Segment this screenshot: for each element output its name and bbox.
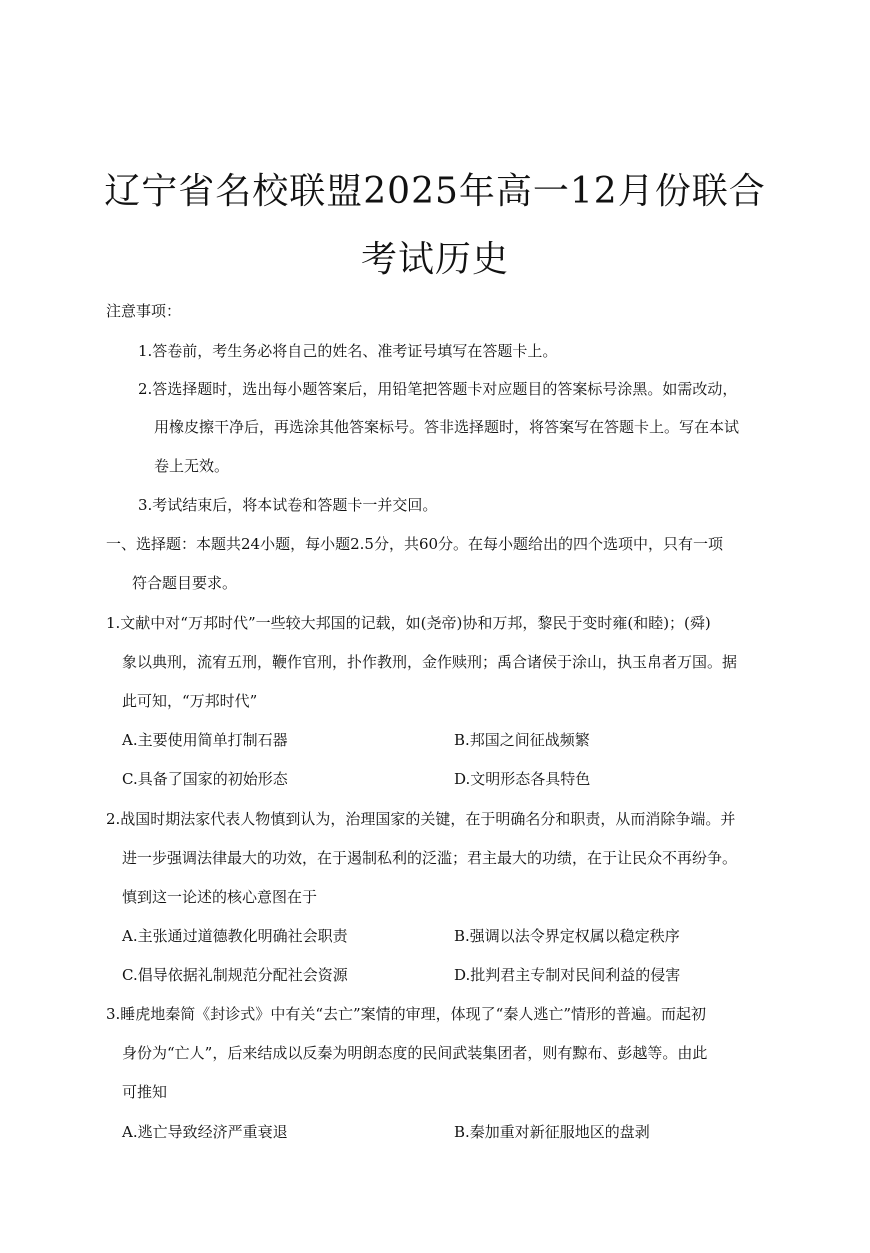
section-heading-line2: 符合题目要求。	[132, 574, 238, 592]
question-1-stem-line2: 象以典刑，流宥五刑，鞭作官刑，扑作教刑，金作赎刑；禹合诸侯于涂山，执玉帛者万国。据	[122, 653, 738, 671]
question-2-option-a: A.主张通过道德教化明确社会职责	[122, 927, 348, 945]
question-2-option-d: D.批判君主专制对民间利益的侵害	[454, 966, 681, 984]
question-3-option-a: A.逃亡导致经济严重衰退	[122, 1123, 288, 1141]
question-3-stem-line2: 身份为“亡人”，后来结成以反秦为明朗态度的民间武装集团者，则有黥布、彭越等。由此	[122, 1044, 708, 1062]
question-1-option-d: D.文明形态各具特色	[454, 770, 591, 788]
notice-heading: 注意事项：	[106, 302, 182, 320]
question-1-stem-line3: 此可知，“万邦时代”	[122, 692, 258, 710]
question-2-stem-line2: 进一步强调法律最大的功效，在于遏制私利的泛滥；君主最大的功绩，在于让民众不再纷争。	[122, 849, 738, 867]
question-2-option-b: B.强调以法令界定权属以稳定秩序	[454, 927, 680, 945]
question-1-option-c: C.具备了国家的初始形态	[122, 770, 288, 788]
question-2-stem-line3: 慎到这一论述的核心意图在于	[122, 888, 318, 906]
notice-item-2-line3: 卷上无效。	[154, 457, 230, 475]
question-1-option-b: B.邦国之间征战频繁	[454, 731, 590, 749]
notice-item-2-line2: 用橡皮擦干净后，再选涂其他答案标号。答非选择题时，将答案写在答题卡上。写在本试	[154, 418, 740, 436]
notice-item-3: 3.考试结束后，将本试卷和答题卡一并交回。	[138, 496, 438, 514]
question-3-stem-line1: 3.睡虎地秦简《封诊式》中有关“去亡”案情的审理，体现了“秦人逃亡”情形的普遍。而起初	[106, 1005, 706, 1023]
notice-item-2-line1: 2.答选择题时，选出每小题答案后，用铅笔把答题卡对应题目的答案标号涂黑。如需改动，	[138, 380, 738, 398]
question-2-stem-line1: 2.战国时期法家代表人物慎到认为，治理国家的关键，在于明确名分和职责，从而消除争端。并	[106, 810, 736, 828]
exam-title-line1: 辽宁省名校联盟2025年高一12月份联合	[104, 171, 766, 212]
question-3-stem-line3: 可推知	[122, 1083, 168, 1101]
notice-item-1: 1.答卷前，考生务必将自己的姓名、准考证号填写在答题卡上。	[138, 342, 558, 360]
question-2-option-c: C.倡导依据礼制规范分配社会资源	[122, 966, 348, 984]
question-1-stem-line1: 1.文献中对“万邦时代”一些较大邦国的记载，如(尧帝)协和万邦，黎民于变时雍(和睦)；(舜)	[106, 614, 711, 632]
question-3-option-b: B.秦加重对新征服地区的盘剥	[454, 1123, 650, 1141]
exam-title-line2: 考试历史	[360, 239, 509, 280]
section-heading-line1: 一、选择题：本题共24小题，每小题2.5分，共60分。在每小题给出的四个选项中，只有一项	[106, 535, 724, 553]
question-1-option-a: A.主要使用简单打制石器	[122, 731, 288, 749]
